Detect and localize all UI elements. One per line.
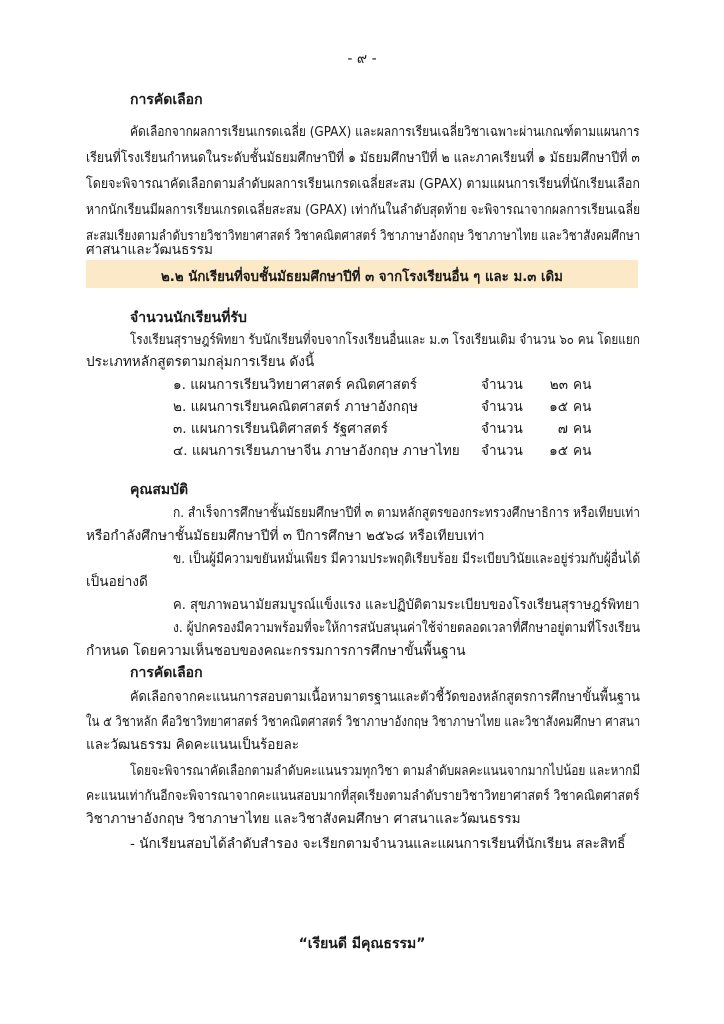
program-count: ๑๕ bbox=[549, 399, 568, 415]
qualification-line-2: หรือกำลังศึกษาชั้นมัธยมศึกษาปีที่ ๓ ปีการศึกษา ๒๕๖๘ หรือเทียบเท่า bbox=[86, 528, 485, 544]
selection-1-line-6: ศาสนาและวัฒนธรรม bbox=[86, 242, 213, 258]
program-count-label: จำนวน bbox=[481, 421, 523, 437]
qualification-line-4: เป็นอย่างดี bbox=[86, 574, 148, 590]
section-band bbox=[86, 260, 638, 288]
program-name: ๔. แผนการเรียนภาษาจีน ภาษาอังกฤษ ภาษาไทย bbox=[173, 443, 460, 459]
selection-1-line-5: สะสมเรียงตามลำดับรายวิชาวิทยาศาสตร์ วิชาคณิตศาสตร์ วิชาภาษาอังกฤษ วิชาภาษาไทย และวิชาสังคมศึกษา bbox=[86, 228, 641, 244]
program-name: ๑. แผนการเรียนวิทยาศาสตร์ คณิตศาสตร์ bbox=[173, 377, 418, 393]
selection-2-line-4: โดยจะพิจารณาคัดเลือกตามลำดับคะแนนรวมทุกวิชา ตามลำดับผลคะแนนจากมากไปน้อย และหากมี bbox=[130, 763, 641, 779]
program-name: ๓. แผนการเรียนนิติศาสตร์ รัฐศาสตร์ bbox=[173, 421, 388, 437]
program-count-unit: คน bbox=[573, 443, 592, 459]
selection-1-line-2: เรียนที่โรงเรียนกำหนดในระดับชั้นมัธยมศึกษาปีที่ ๑ มัธยมศึกษาปีที่ ๒ และภาคเรียนที่ ๑ มัธยมศึกษาปีที่ ๓ bbox=[86, 150, 640, 166]
qualification-line-3: ข. เป็นผู้มีความขยันหมั่นเพียร มีความประพฤติเรียบร้อย มีระเบียบวินัยและอยู่ร่วมกับผู้อื่นได้ bbox=[173, 551, 641, 567]
school-motto: “เรียนดี มีคุณธรรม” bbox=[298, 936, 426, 952]
section-band-title: ๒.๒ นักเรียนที่จบชั้นมัธยมศึกษาปีที่ ๓ จากโรงเรียนอื่น ๆ และ ม.๓ เดิม bbox=[161, 269, 563, 285]
qualification-line-7: กำหนด โดยความเห็นชอบของคณะกรรมการการศึกษาขั้นพื้นฐาน bbox=[86, 643, 466, 659]
selection-2-line-5: คะแนนเท่ากันอีกจะพิจารณาจากคะแนนสอบมากที่สุดเรียงตามลำดับรายวิชาวิทยาศาสตร์ วิชาคณิตศาสตร์ bbox=[86, 788, 640, 804]
program-count-unit: คน bbox=[573, 399, 592, 415]
page-number: - ๙ - bbox=[347, 51, 377, 67]
qualifications-heading: คุณสมบัติ bbox=[130, 482, 189, 498]
selection-1-line-3: โดยจะพิจารณาคัดเลือกตามลำดับผลการเรียนเกรดเฉลี่ยสะสม (GPAX) ตามแผนการเรียนที่นักเรียนเลือก bbox=[86, 176, 640, 192]
program-count-unit: คน bbox=[573, 377, 592, 393]
program-count: ๑๕ bbox=[549, 443, 568, 459]
program-count: ๒๓ bbox=[549, 377, 568, 393]
selection-2-line-7: - นักเรียนสอบได้ลำดับสำรอง จะเรียกตามจำนวนและแผนการเรียนที่นักเรียน สละสิทธิ์ bbox=[130, 836, 626, 852]
selection-2-line-1: คัดเลือกจากคะแนนการสอบตามเนื้อหามาตรฐานและตัวชี้วัดของหลักสูตรการศึกษาขั้นพื้นฐาน bbox=[130, 689, 640, 705]
selection-2-line-3: และวัฒนธรรม คิดคะแนนเป็นร้อยละ bbox=[86, 737, 300, 753]
program-name: ๒. แผนการเรียนคณิตศาสตร์ ภาษาอังกฤษ bbox=[173, 399, 418, 415]
enrollment-intro-line-2: ประเภทหลักสูตรตามกลุ่มการเรียน ดังนี้ bbox=[86, 354, 315, 370]
selection-heading-2: การคัดเลือก bbox=[130, 665, 203, 681]
enrollment-heading: จำนวนนักเรียนที่รับ bbox=[130, 310, 247, 326]
program-count-label: จำนวน bbox=[481, 399, 523, 415]
qualification-line-6: ง. ผู้ปกครองมีความพร้อมที่จะให้การสนับสนุนค่าใช้จ่ายตลอดเวลาที่ศึกษาอยู่ตามที่โรงเรียน bbox=[173, 620, 640, 636]
program-count-label: จำนวน bbox=[481, 377, 523, 393]
program-count: ๗ bbox=[557, 421, 568, 437]
selection-1-line-1: คัดเลือกจากผลการเรียนเกรดเฉลี่ย (GPAX) และผลการเรียนเฉลี่ยวิชาเฉพาะผ่านเกณฑ์ตามแผนการ bbox=[130, 124, 640, 140]
qualification-line-5: ค. สุขภาพอนามัยสมบูรณ์แข็งแรง และปฏิบัติตามระเบียบของโรงเรียนสุราษฎร์พิทยา bbox=[173, 597, 640, 613]
enrollment-intro-line-1: โรงเรียนสุราษฎร์พิทยา รับนักเรียนที่จบจากโรงเรียนอื่นและ ม.๓ โรงเรียนเดิม จำนวน ๖๐ คน โดยแยก bbox=[130, 332, 640, 348]
program-count-unit: คน bbox=[573, 421, 592, 437]
selection-2-line-6: วิชาภาษาอังกฤษ วิชาภาษาไทย และวิชาสังคมศึกษา ศาสนาและวัฒนธรรม bbox=[86, 811, 521, 827]
selection-2-line-2: ใน ๕ วิชาหลัก คือวิชาวิทยาศาสตร์ วิชาคณิตศาสตร์ วิชาภาษาอังกฤษ วิชาภาษาไทย และวิชาสังคมศึกษา ศาสนา bbox=[86, 714, 641, 730]
selection-heading-1: การคัดเลือก bbox=[130, 92, 203, 108]
program-count-label: จำนวน bbox=[481, 443, 523, 459]
selection-1-line-4: หากนักเรียนมีผลการเรียนเกรดเฉลี่ยสะสม (GPAX) เท่ากันในลำดับสุดท้าย จะพิจารณาจากผลการเรียนเฉลี่ย bbox=[86, 202, 641, 218]
qualification-line-1: ก. สำเร็จการศึกษาชั้นมัธยมศึกษาปีที่ ๓ ตามหลักสูตรของกระทรวงศึกษาธิการ หรือเทียบเท่า bbox=[173, 505, 640, 521]
